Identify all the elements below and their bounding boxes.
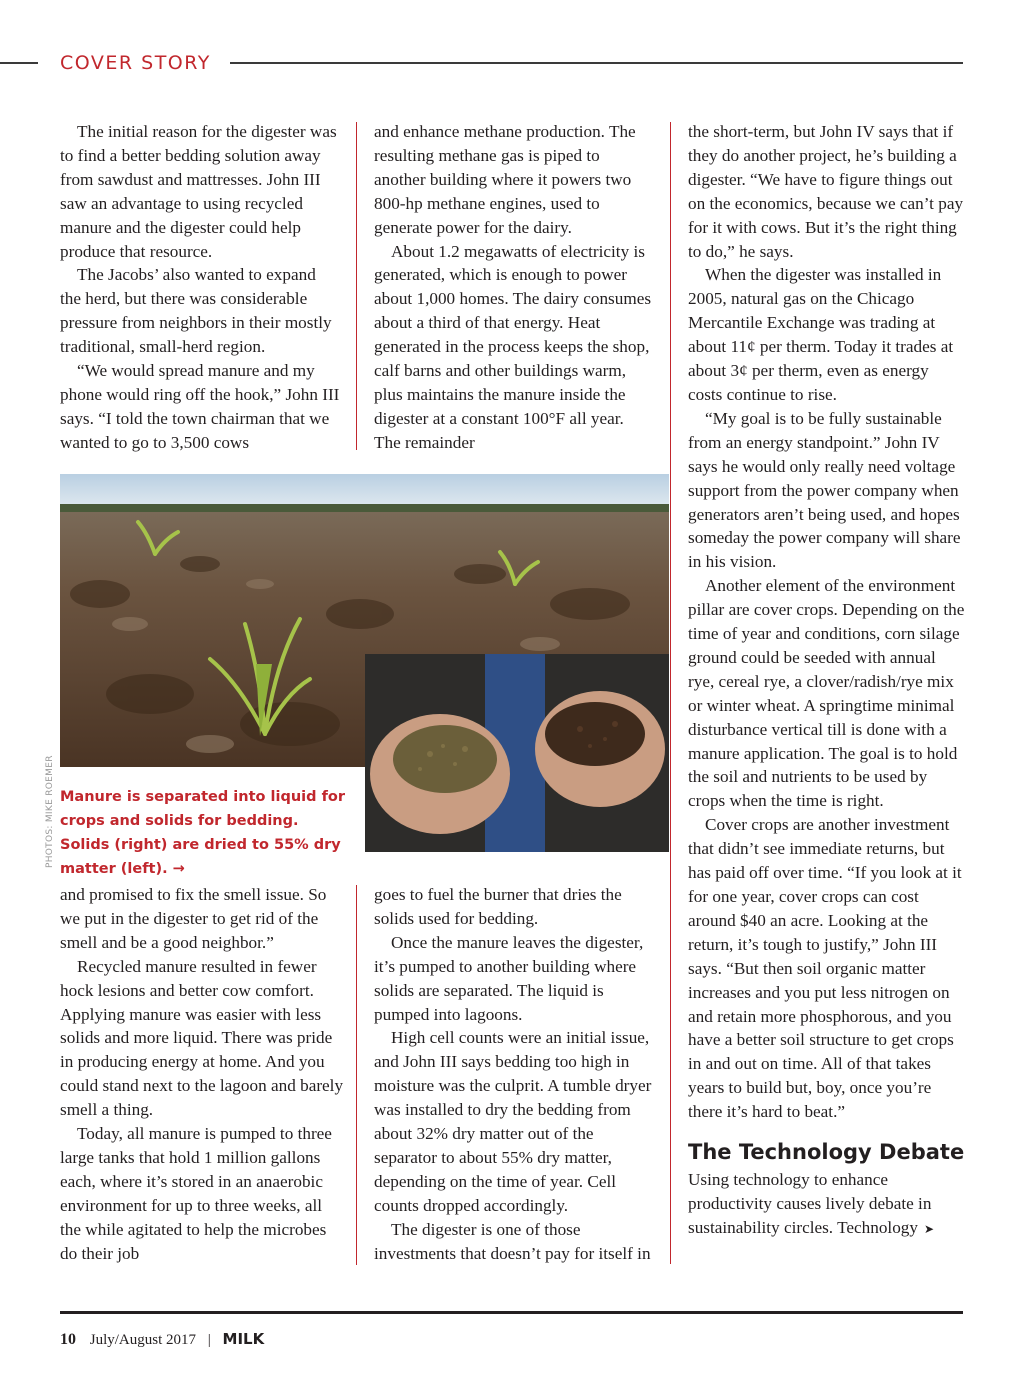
- paragraph: the short-term, but John IV says that if they do another project, he’s building a digester. “We have to figure things out on the economics, because we can’t pay for it with cows. But it’s the right thing to do,” he says.: [688, 122, 964, 261]
- paragraph: The Jacobs’ also wanted to expand the herd, but there was considerable pressure from neighbors in their mostly traditional, small-herd region.: [60, 265, 332, 357]
- section-label: COVER STORY: [60, 52, 211, 74]
- header-rule-right: [230, 62, 963, 64]
- column-2-bottom: [374, 883, 654, 1266]
- footer-separator: |: [207, 1332, 211, 1348]
- paragraph: The digester is one of those investments that doesn’t pay for itself in: [374, 1219, 651, 1263]
- paragraph: and enhance methane production. The resulting methane gas is piped to another building where it powers two 800-hp methane engines, used to generate power for the dairy.: [374, 122, 636, 237]
- subhead: The Technology Debate: [688, 1140, 965, 1165]
- paragraph: goes to fuel the burner that dries the solids used for bedding.: [374, 885, 622, 928]
- column-rule: [356, 885, 357, 1265]
- paragraph: Using technology to enhance productivity causes lively debate in sustainability circles. Technology: [688, 1170, 932, 1237]
- issue-date: July/August 2017: [89, 1332, 197, 1348]
- photo-credit: PHOTOS: MIKE ROEMER: [45, 755, 55, 868]
- column-3: [688, 120, 965, 1242]
- paragraph: About 1.2 megawatts of electricity is generated, which is enough to power about 1,000 homes. The dairy consumes about a third of that energy. Heat generated in the process keeps the shop, calf barns and other buildings warm, plus maintains the manure inside the digester at a constant 100°F all year. The remainder: [374, 241, 652, 452]
- paragraph: “We would spread manure and my phone would ring off the hook,” John III says. “I told the town chairman that we wanted to go to 3,500 cows: [60, 361, 340, 452]
- magazine-logo: MILK: [222, 1330, 265, 1348]
- paragraph: Cover crops are another investment that didn’t see immediate returns, but has paid off over time. “If you look at it for one year, cover crops can cost around $40 an acre. Looking at the return, it’s tough to justify,” John III says. “But then soil organic matter increases and you put less nitrogen on and retain more phosphorous, and you have a better soil structure to get crops in and out on time. All of that takes years to build but, boy, once you’re there it’s hard to beat.”: [688, 815, 962, 1122]
- paragraph: When the digester was installed in 2005, natural gas on the Chicago Mercantile Exchange was trading at about 11¢ per therm. Today it trades at about 3¢ per therm, even as energy costs continue to rise.: [688, 265, 954, 404]
- photo-caption: Manure is separated into liquid for crops and solids for bedding. Solids (right) are dried to 55% dry matter (left). →: [60, 789, 345, 877]
- continue-arrow-icon: ➤: [923, 1221, 935, 1236]
- paragraph: Today, all manure is pumped to three large tanks that hold 1 million gallons each, where it’s stored in an anaerobic environment for up to three weeks, all the while agitated to help the microbes do their job: [60, 1124, 332, 1263]
- paragraph: “My goal is to be fully sustainable from an energy standpoint.” John IV says he would only really need voltage support from the power company when generators aren’t being used, and hopes someday the power company will share in his vision.: [688, 408, 961, 572]
- paragraph: Recycled manure resulted in fewer hock lesions and better cow comfort. Applying manure was easier with less solids and more liquid. There was pride in producing energy at home. And you could stand next to the lagoon and barely smell a thing.: [60, 956, 344, 1120]
- paragraph: Another element of the environment pillar are cover crops. Depending on the time of year and conditions, corn silage ground could be seeded with annual rye, cereal rye, a clover/radish/rye mix or winter wheat. A springtime minimal disturbance vertical till is done with a manure application. The goal is to hold the soil and nutrients to be used by crops when the time is right.: [688, 576, 965, 811]
- hands-holding-manure-photo: [365, 654, 669, 852]
- paragraph: and promised to fix the smell issue. So we put in the digester to get rid of the smell and be a good neighbor.”: [60, 885, 327, 952]
- page-footer: [60, 1330, 264, 1349]
- column-2-top: [374, 120, 652, 455]
- paragraph: Once the manure leaves the digester, it’s pumped to another building where solids are separated. The liquid is pumped into lagoons.: [374, 932, 644, 1024]
- paragraph: The initial reason for the digester was to find a better bedding solution away from sawdust and mattresses. John III saw an advantage to using recycled manure and the digester could help produce that resource.: [60, 122, 337, 261]
- paragraph: High cell counts were an initial issue, and John III says bedding too high in moisture was the culprit. A tumble dryer was installed to dry the bedding from about 32% dry matter out of the separator to about 55% dry matter, depending on the time of year. Cell counts dropped accordingly.: [374, 1028, 652, 1215]
- header-rule-left: [0, 62, 38, 64]
- page-number: 10: [60, 1331, 76, 1348]
- column-1-bottom: [60, 883, 345, 1266]
- column-1-top: [60, 120, 340, 455]
- column-rule: [356, 122, 357, 450]
- column-rule: [670, 122, 671, 1264]
- footer-rule: [60, 1311, 963, 1314]
